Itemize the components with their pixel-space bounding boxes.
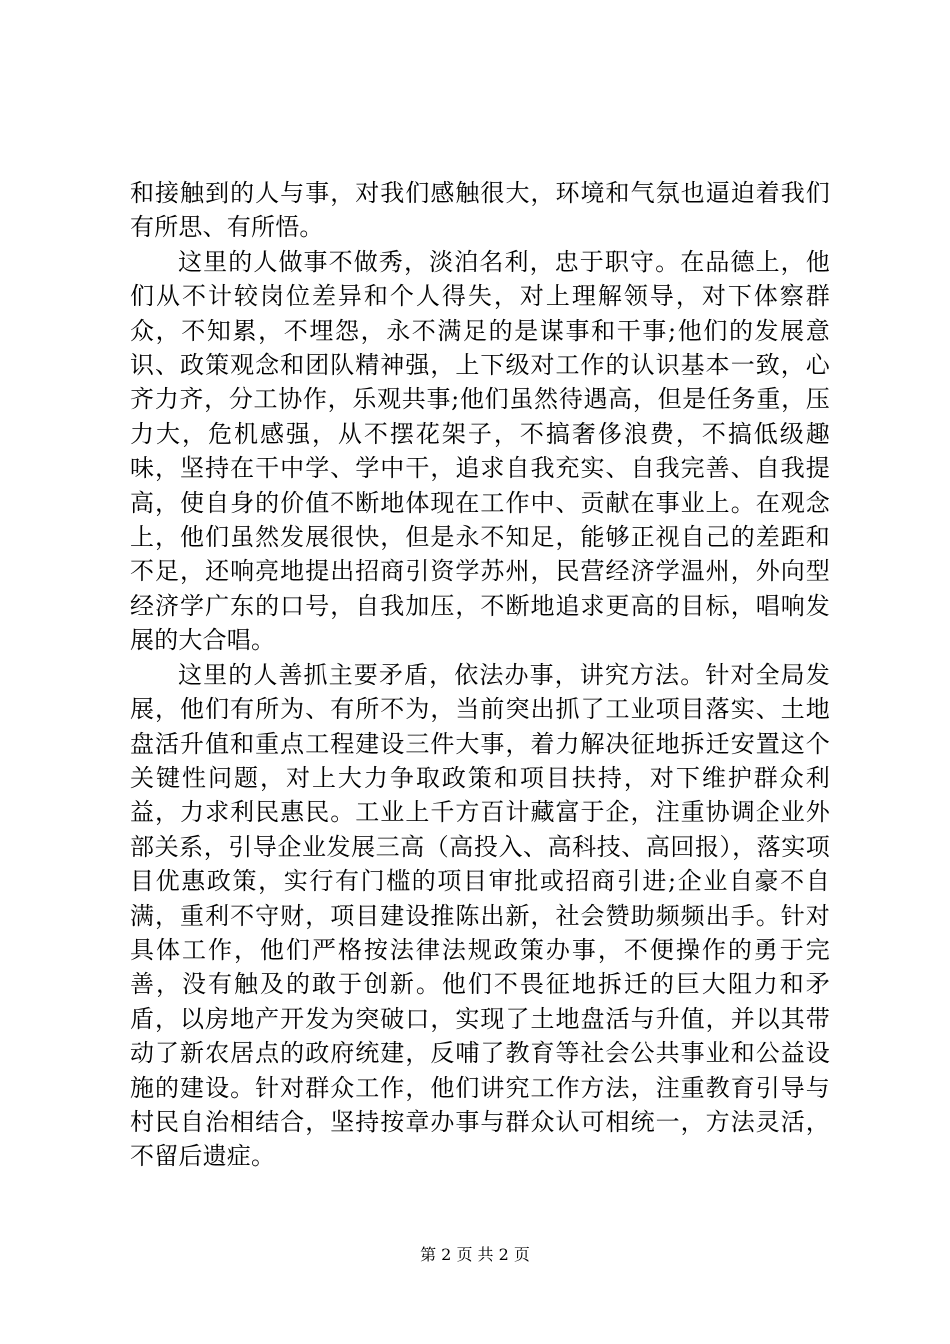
document-body <box>130 176 830 1174</box>
page-footer <box>0 1244 950 1266</box>
paragraph-continuation: 和接触到的人与事，对我们感触很大，环境和气氛也逼迫着我们有所思、有所悟。 <box>130 179 830 242</box>
paragraph-conduct: 这里的人做事不做秀，淡泊名利，忠于职守。在品德上，他们从不计较岗位差异和个人得失，对上理解领导，对下体察群众，不知累，不埋怨，永不满足的是谋事和干事;他们的发展意识、政策观念和团队精神强，上下级对工作的认识基本一致，心齐力齐，分工协作，乐观共事;他们虽然待遇高，但是任务重，压力大，危机感强，从不摆花架子，不搞奢侈浪费，不搞低级趣味，坚持在干中学、学中干，追求自我充实、自我完善、自我提高，使自身的价值不断地体现在工作中、贡献在事业上。在观念上，他们虽然发展很快，但是永不知足，能够正视自己的差距和不足，还响亮地提出招商引资学苏州，民营经济学温州，外向型经济学广东的口号，自我加压，不断地追求更高的目标，唱响发展的大合唱。 <box>130 247 830 655</box>
page-number-label: 第 2 页 共 2 页 <box>420 1245 530 1264</box>
paragraph-methods: 这里的人善抓主要矛盾，依法办事，讲究方法。针对全局发展，他们有所为、有所不为，当前突出抓了工业项目落实、土地盘活升值和重点工程建设三件大事，着力解决征地拆迁安置这个关键性问题，对上大力争取政策和项目扶持，对下维护群众利益，力求利民惠民。工业上千方百计藏富于企，注重协调企业外部关系，引导企业发展三高（高投入、高科技、高回报），落实项目优惠政策，实行有门槛的项目审批或招商引进;企业自豪不自满，重利不守财，项目建设推陈出新，社会赞助频频出手。针对具体工作，他们严格按法律法规政策办事，不便操作的勇于完善，没有触及的敢于创新。他们不畏征地拆迁的巨大阻力和矛盾，以房地产开发为突破口，实现了土地盘活与升值，并以其带动了新农居点的政府统建，反哺了教育等社会公共事业和公益设施的建设。针对群众工作，他们讲究工作方法，注重教育引导与村民自治相结合，坚持按章办事与群众认可相统一，方法灵活，不留后遗症。 <box>130 660 830 1171</box>
